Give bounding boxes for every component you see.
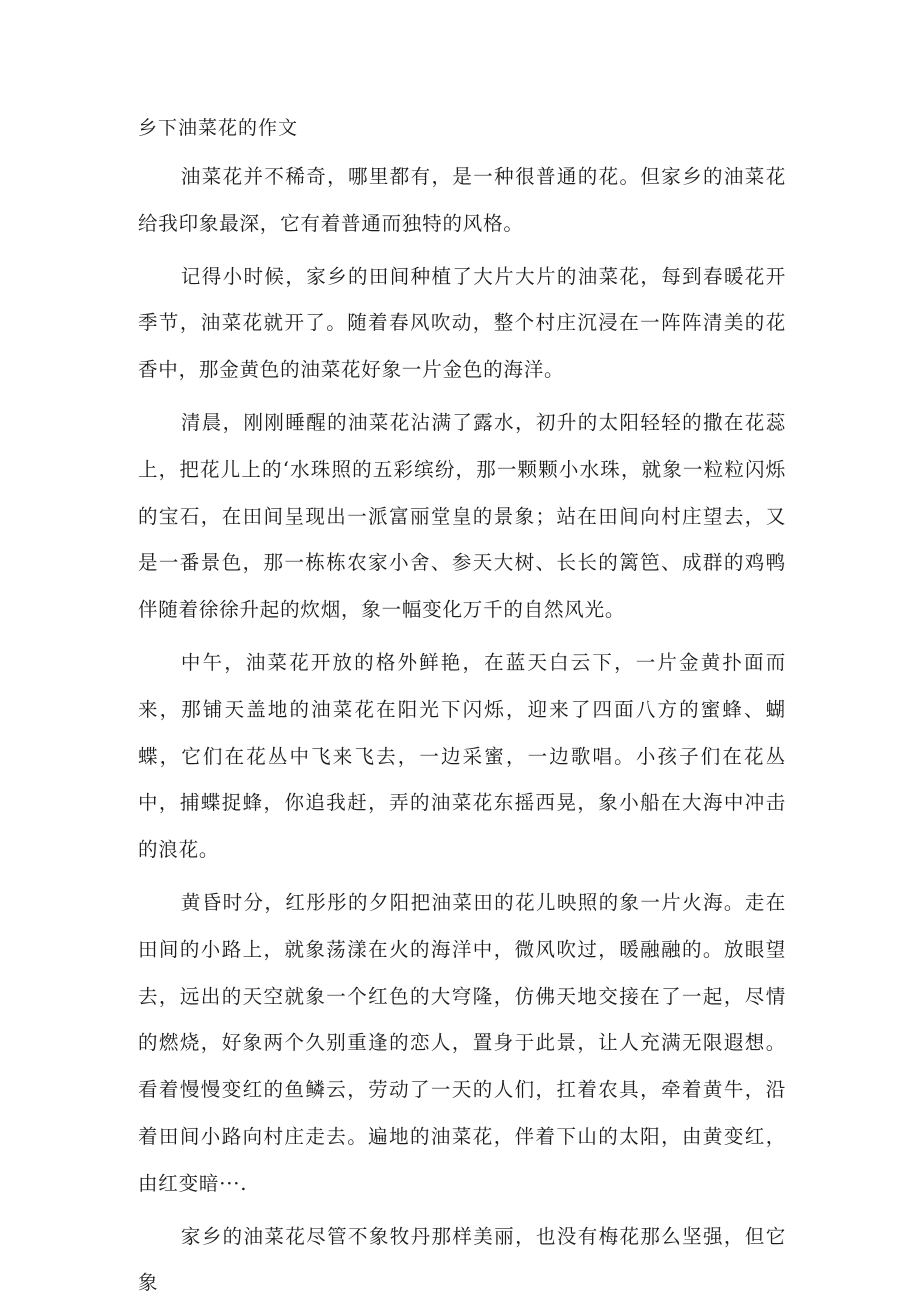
document-title: 乡下油菜花的作文 — [138, 117, 299, 139]
document-body — [138, 108, 786, 1313]
paragraph: 黄昏时分，红彤彤的夕阳把油菜田的花儿映照的象一片火海。走在田间的小路上，就象荡漾在火的海洋中，微风吹过，暖融融的。放眼望去，远出的天空就象一个红色的大穹隆，仿佛天地交接在了一起，尽情的燃烧，好象两个久别重逢的恋人，置身于此景，让人充满无限遐想。看着慢慢变红的鱼鳞云，劳动了一天的人们，扛着农具，牵着黄牛，沿着田间小路向村庄走去。遍地的油菜花，伴着下山的太阳，由黄变红，由红变暗···. — [138, 890, 786, 1195]
paragraph: 清晨，刚刚睡醒的油菜花沾满了露水，初升的太阳轻轻的撒在花蕊上，把花儿上的‘水珠照的五彩缤纷，那一颗颗小水珠，就象一粒粒闪烁的宝石，在田间呈现出一派富丽堂皇的景象；站在田间向村庄望去，又是一番景色，那一栋栋农家小舍、参天大树、长长的篱笆、成群的鸡鸭伴随着徐徐升起的炊烟，象一幅变化万千的自然风光。 — [138, 410, 786, 622]
paragraph: 油菜花并不稀奇，哪里都有，是一种很普通的花。但家乡的油菜花给我印象最深，它有着普通而独特的风格。 — [138, 165, 786, 235]
paragraph: 中午，油菜花开放的格外鲜艳，在蓝天白云下，一片金黄扑面而来，那铺天盖地的油菜花在阳光下闪烁，迎来了四面八方的蜜蜂、蝴蝶，它们在花丛中飞来飞去，一边采蜜，一边歌唱。小孩子们在花丛中，捕蝶捉蜂，你追我赶，弄的油菜花东摇西晃，象小船在大海中冲击的浪花。 — [138, 650, 786, 862]
paragraph: 记得小时候，家乡的田间种植了大片大片的油菜花，每到春暖花开季节，油菜花就开了。随着春风吹动，整个村庄沉浸在一阵阵清美的花香中，那金黄色的油菜花好象一片金色的海洋。 — [138, 264, 786, 382]
paragraph: 家乡的油菜花尽管不象牧丹那样美丽，也没有梅花那么坚强，但它象 — [138, 1224, 786, 1295]
